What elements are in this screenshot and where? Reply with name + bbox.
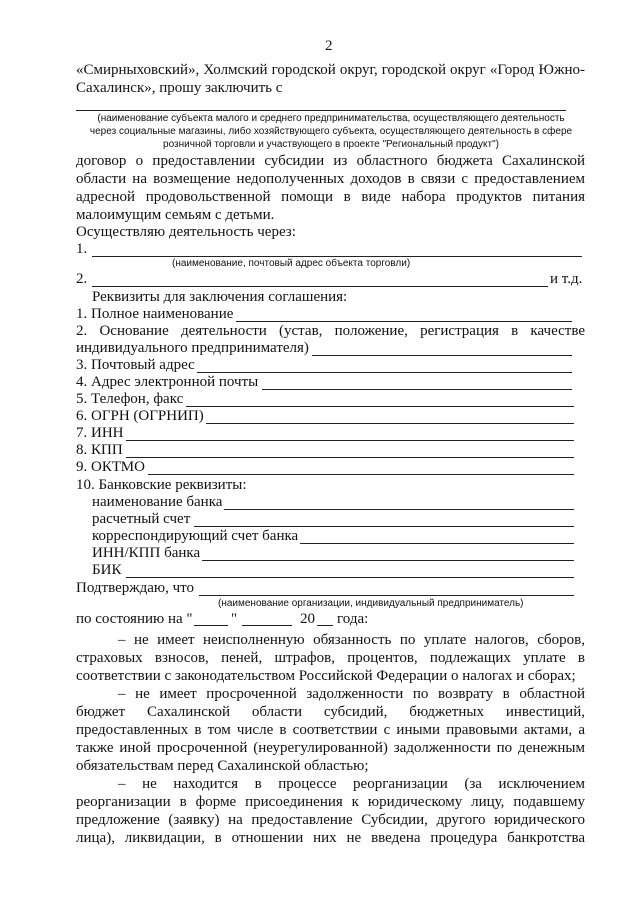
as-of-year-line[interactable] <box>317 625 333 626</box>
subject-note-3: розничной торговли и участвующего в проекте "Региональный продукт") <box>163 139 499 150</box>
activity-note: (наименование, почтовый адрес объекта торговли) <box>172 258 411 269</box>
intro-line-2: Сахалинск», прошу заключить с <box>76 80 283 96</box>
field-basis-label-2: индивидуального предпринимателя) <box>76 340 309 356</box>
field-ogrn-label: 6. ОГРН (ОГРНИП) <box>76 408 204 424</box>
field-inn-label: 7. ИНН <box>76 425 124 441</box>
field-phone-line[interactable] <box>186 406 574 407</box>
intro-line-1: «Смирныховский», Холмский городской округ, городской округ «Город Южно- <box>76 62 585 78</box>
bik-line[interactable] <box>126 577 574 578</box>
requisites-heading: Реквизиты для заключения соглашения: <box>92 289 348 305</box>
field-inn-line[interactable] <box>126 440 574 441</box>
account-label: расчетный счет <box>92 511 191 527</box>
subject-note-1: (наименование субъекта малого и среднего предпринимательства, осуществляющего деятельность <box>97 113 565 124</box>
activity-item-2: 2. <box>76 271 88 287</box>
as-of-year-prefix: 20 <box>300 611 315 627</box>
activity-etc: и т.д. <box>550 271 583 287</box>
clause-3-line-3: предложение (заявку) на предоставление Субсидии, другого юридического <box>76 812 585 828</box>
contract-line-4: малоимущим семьям с детьми. <box>76 207 275 223</box>
field-basis-line[interactable] <box>312 355 572 356</box>
confirm-note: (наименование организации, индивидуальный предприниматель) <box>218 598 524 609</box>
as-of-day-line[interactable] <box>194 625 228 626</box>
corr-account-line[interactable] <box>300 543 574 544</box>
as-of-end: года: <box>337 611 369 627</box>
field-phone-label: 5. Телефон, факс <box>76 391 184 407</box>
field-postal-line[interactable] <box>197 372 572 373</box>
inn-kpp-line[interactable] <box>202 560 574 561</box>
bik-label: БИК <box>92 562 122 578</box>
bank-name-label: наименование банка <box>92 494 223 510</box>
clause-2-line-3: предоставленных в том числе в соответствии с иными правовыми актами, а <box>76 722 585 738</box>
activity-item-1: 1. <box>76 241 88 257</box>
page-number: 2 <box>325 38 333 54</box>
field-oktmo-line[interactable] <box>148 474 574 475</box>
clause-1-line-3: соответствии с законодательством Российской Федерации о налогах и сборах; <box>76 668 576 684</box>
bank-name-line[interactable] <box>224 509 574 510</box>
confirm-label: Подтверждаю, что <box>76 580 195 596</box>
contract-line-3: адресной продовольственной помощи в виде набора продуктов питания <box>76 189 585 205</box>
clause-3-line-1: – не находится в процессе реорганизации (за исключением <box>118 776 585 792</box>
clause-2-line-1: – не имеет просроченной задолженности по возврату в областной <box>118 686 585 702</box>
as-of-start: по состоянию на " <box>76 611 193 627</box>
clause-2-line-2: бюджет Сахалинской области субсидий, бюджетных инвестиций, <box>76 704 585 720</box>
clause-3-line-4: лица), ликвидации, в отношении них не введена процедура банкротства <box>76 830 585 846</box>
clause-3-line-2: реорганизации в форме присоединения к юридическому лицу, подавшему <box>76 794 585 810</box>
inn-kpp-label: ИНН/КПП банка <box>92 545 201 561</box>
field-email-line[interactable] <box>262 389 572 390</box>
confirm-line[interactable] <box>199 595 574 596</box>
field-ogrn-line[interactable] <box>206 423 574 424</box>
account-line[interactable] <box>194 526 574 527</box>
corr-account-label: корреспондирующий счет банка <box>92 528 299 544</box>
field-bank-label: 10. Банковские реквизиты: <box>76 477 247 493</box>
subject-note-2: через социальные магазины, либо хозяйствующего субъекта, осуществляющего деятельность в сфере <box>89 126 573 137</box>
field-oktmo-label: 9. ОКТМО <box>76 459 145 475</box>
activity-item-2-line[interactable] <box>92 286 548 287</box>
activity-heading: Осуществляю деятельность через: <box>76 224 296 240</box>
field-kpp-label: 8. КПП <box>76 442 123 458</box>
field-postal-label: 3. Почтовый адрес <box>76 357 195 373</box>
clause-2-line-5: обязательствам перед Сахалинской областью; <box>76 758 369 774</box>
as-of-quote: " <box>231 611 238 627</box>
contract-line-1: договор о предоставлении субсидии из областного бюджета Сахалинской <box>76 153 585 169</box>
contract-line-2: области на возмещение недополученных доходов в связи с предоставлением <box>76 171 585 187</box>
field-kpp-line[interactable] <box>126 457 574 458</box>
field-email-label: 4. Адрес электронной почты <box>76 374 259 390</box>
subject-name-line[interactable] <box>76 110 566 111</box>
clause-1-line-2: страховых взносов, пеней, штрафов, процентов, подлежащих уплате в <box>76 650 585 666</box>
field-full-name-label: 1. Полное наименование <box>76 306 234 322</box>
clause-1-line-1: – не имеет неисполненную обязанность по уплате налогов, сборов, <box>118 632 585 648</box>
clause-2-line-4: также иной просроченной (неурегулированной) задолженности по денежным <box>76 740 585 756</box>
field-basis-label-1: 2. Основание деятельности (устав, положение, регистрация в качестве <box>76 323 585 339</box>
field-full-name-line[interactable] <box>236 321 572 322</box>
as-of-month-line[interactable] <box>242 625 292 626</box>
